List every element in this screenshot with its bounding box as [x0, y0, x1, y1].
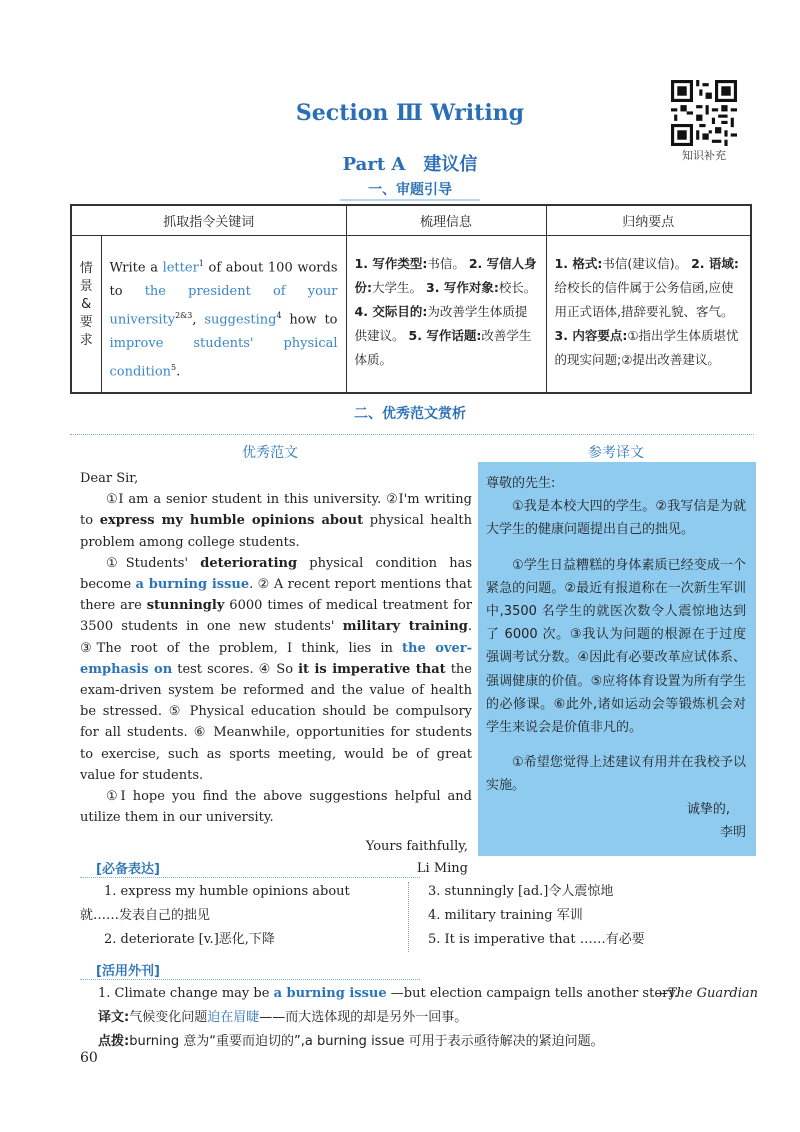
subheading-underline [340, 199, 480, 201]
translation-signature: 李明 [719, 824, 746, 840]
guide-table [70, 204, 752, 394]
expression-item: 5. It is imperative that ……有必要 [428, 932, 645, 947]
keyword-improve: improve students' physical condition [109, 336, 338, 380]
extension-note: 点拨:burning 意为“重要而迫切的”,a burning issue 可用于表示亟待解决的紧迫问题。 [98, 1034, 604, 1049]
col-header-points: 归纳要点 [546, 205, 751, 235]
translation-heading: 参考译文 [588, 445, 644, 461]
dotted-divider [70, 434, 754, 435]
section-title: Section Ⅲ Writing [295, 100, 525, 126]
col-header-keywords: 抓取指令关键词 [71, 205, 346, 235]
model-essay [80, 468, 472, 879]
essay-paragraph-2: ①Students' deteriorating physical condition has become a burning issue. ② A recent report mentions that there are stunningly 6000 times of medical treatment for 3500 students in one new students' military training. ③The root of the problem, I think, lies in the over-emphasis on test scores. ④ So it is imperative that the exam-driven system be reformed and the value of health be stressed. ⑤ Physical education should be compulsory for all students. ⑥ Meanwhile, opportunities for students to exercise, such as sports meeting, would be of great value for students. [80, 555, 473, 783]
dotted-divider [80, 877, 420, 878]
translation-paragraph-1: ①我是本校大四的学生。②我写信是为就大学生的健康问题提出自己的拙见。 [486, 499, 746, 538]
info-cell: 1. 写作类型:书信。 2. 写信人身份:大学生。 3. 写作对象:校长。 4. 交际目的:为改善学生体质提供建议。 5. 写作话题:改善学生体质。 [346, 235, 546, 393]
translation-panel [478, 462, 756, 856]
translation-paragraph-2: ①学生日益糟糕的身体素质已经变成一个紧急的问题。②最近有报道称在一次新生军训中,3500 名学生的就医次数令人震惊地达到了 6000 次。③我认为问题的根源在于过度强调考试分数。④因此有必要改革应试体系、强调健康的价值。⑤应将体育设置为所有学生的必修课。⑥此外,诸如运动会等锻炼机会对学生来说会是价值非凡的。 [486, 557, 746, 736]
expression-item: 3. stunningly [ad.]令人震惊地 [428, 884, 614, 899]
qr-code-icon[interactable] [671, 80, 737, 146]
extension-translation: 译文:气候变化问题迫在眉睫——而大选体现的却是另外一回事。 [98, 1010, 468, 1025]
translation-salutation: 尊敬的先生: [486, 476, 556, 491]
keyword-letter: letter [162, 259, 199, 275]
keyword-recipient: the president of your university [109, 283, 338, 328]
expressions-left [80, 880, 385, 952]
expression-item: 4. military training 军训 [428, 908, 583, 923]
expressions-right [428, 880, 748, 952]
qr-label: 知识补充 [682, 149, 726, 162]
part-title: Part A 建议信 [342, 154, 478, 175]
closing: Yours faithfully, [365, 839, 468, 855]
column-divider [408, 882, 409, 952]
translation-closing: 诚挚的, [686, 801, 730, 817]
expression-item: 2. deteriorate [v.]恶化,下降 [104, 932, 275, 947]
expressions-tag: [必备表达] [96, 862, 160, 877]
guide-subheading: 一、审题引导 [368, 182, 452, 198]
extension-source: —The Guardian [654, 986, 758, 1001]
essay-subheading: 二、优秀范文赏析 [354, 406, 466, 422]
extension-quote: 1. Climate change may be a burning issue —but election campaign tells another story. —The Guardian [98, 982, 758, 1006]
translation-paragraph-3: ①希望您觉得上述建议有用并在我校予以实施。 [486, 755, 746, 794]
extension-block [98, 982, 758, 1054]
essay-paragraph-3: ①I hope you find the above suggestions helpful and utilize them in our university. [80, 789, 472, 826]
essay-paragraph-1: ①I am a senior student in this university. ②I'm writing to express my humble opinions about physical health problem among college students. [80, 492, 472, 550]
extension-tag: [活用外刊] [96, 964, 160, 979]
dotted-divider [80, 979, 420, 980]
instruction-cell: Write a letter$^1$ of about 100 words to the president of your university$^{2\&3}$, suggesting$^4$ how to improve students' physical condition$^5$. [101, 235, 346, 393]
salutation: Dear Sir, [80, 471, 139, 486]
side-label: 情 景 & 要 求 [71, 235, 101, 393]
col-header-info: 梳理信息 [346, 205, 546, 235]
keyword-suggesting: suggesting [204, 312, 277, 328]
page-number: 60 [80, 1050, 98, 1066]
expression-item: 1. express my humble opinions about 就……发表自己的拙见 [80, 884, 350, 923]
signature: Li Ming [416, 860, 468, 876]
points-cell: 1. 格式:书信(建议信)。 2. 语域:给校长的信件属于公务信函,应使用正式语体,措辞要礼貌、客气。 3. 内容要点:①指出学生体质堪忧的现实问题;②提出改善建议。 [546, 235, 751, 393]
essay-heading: 优秀范文 [242, 445, 298, 461]
